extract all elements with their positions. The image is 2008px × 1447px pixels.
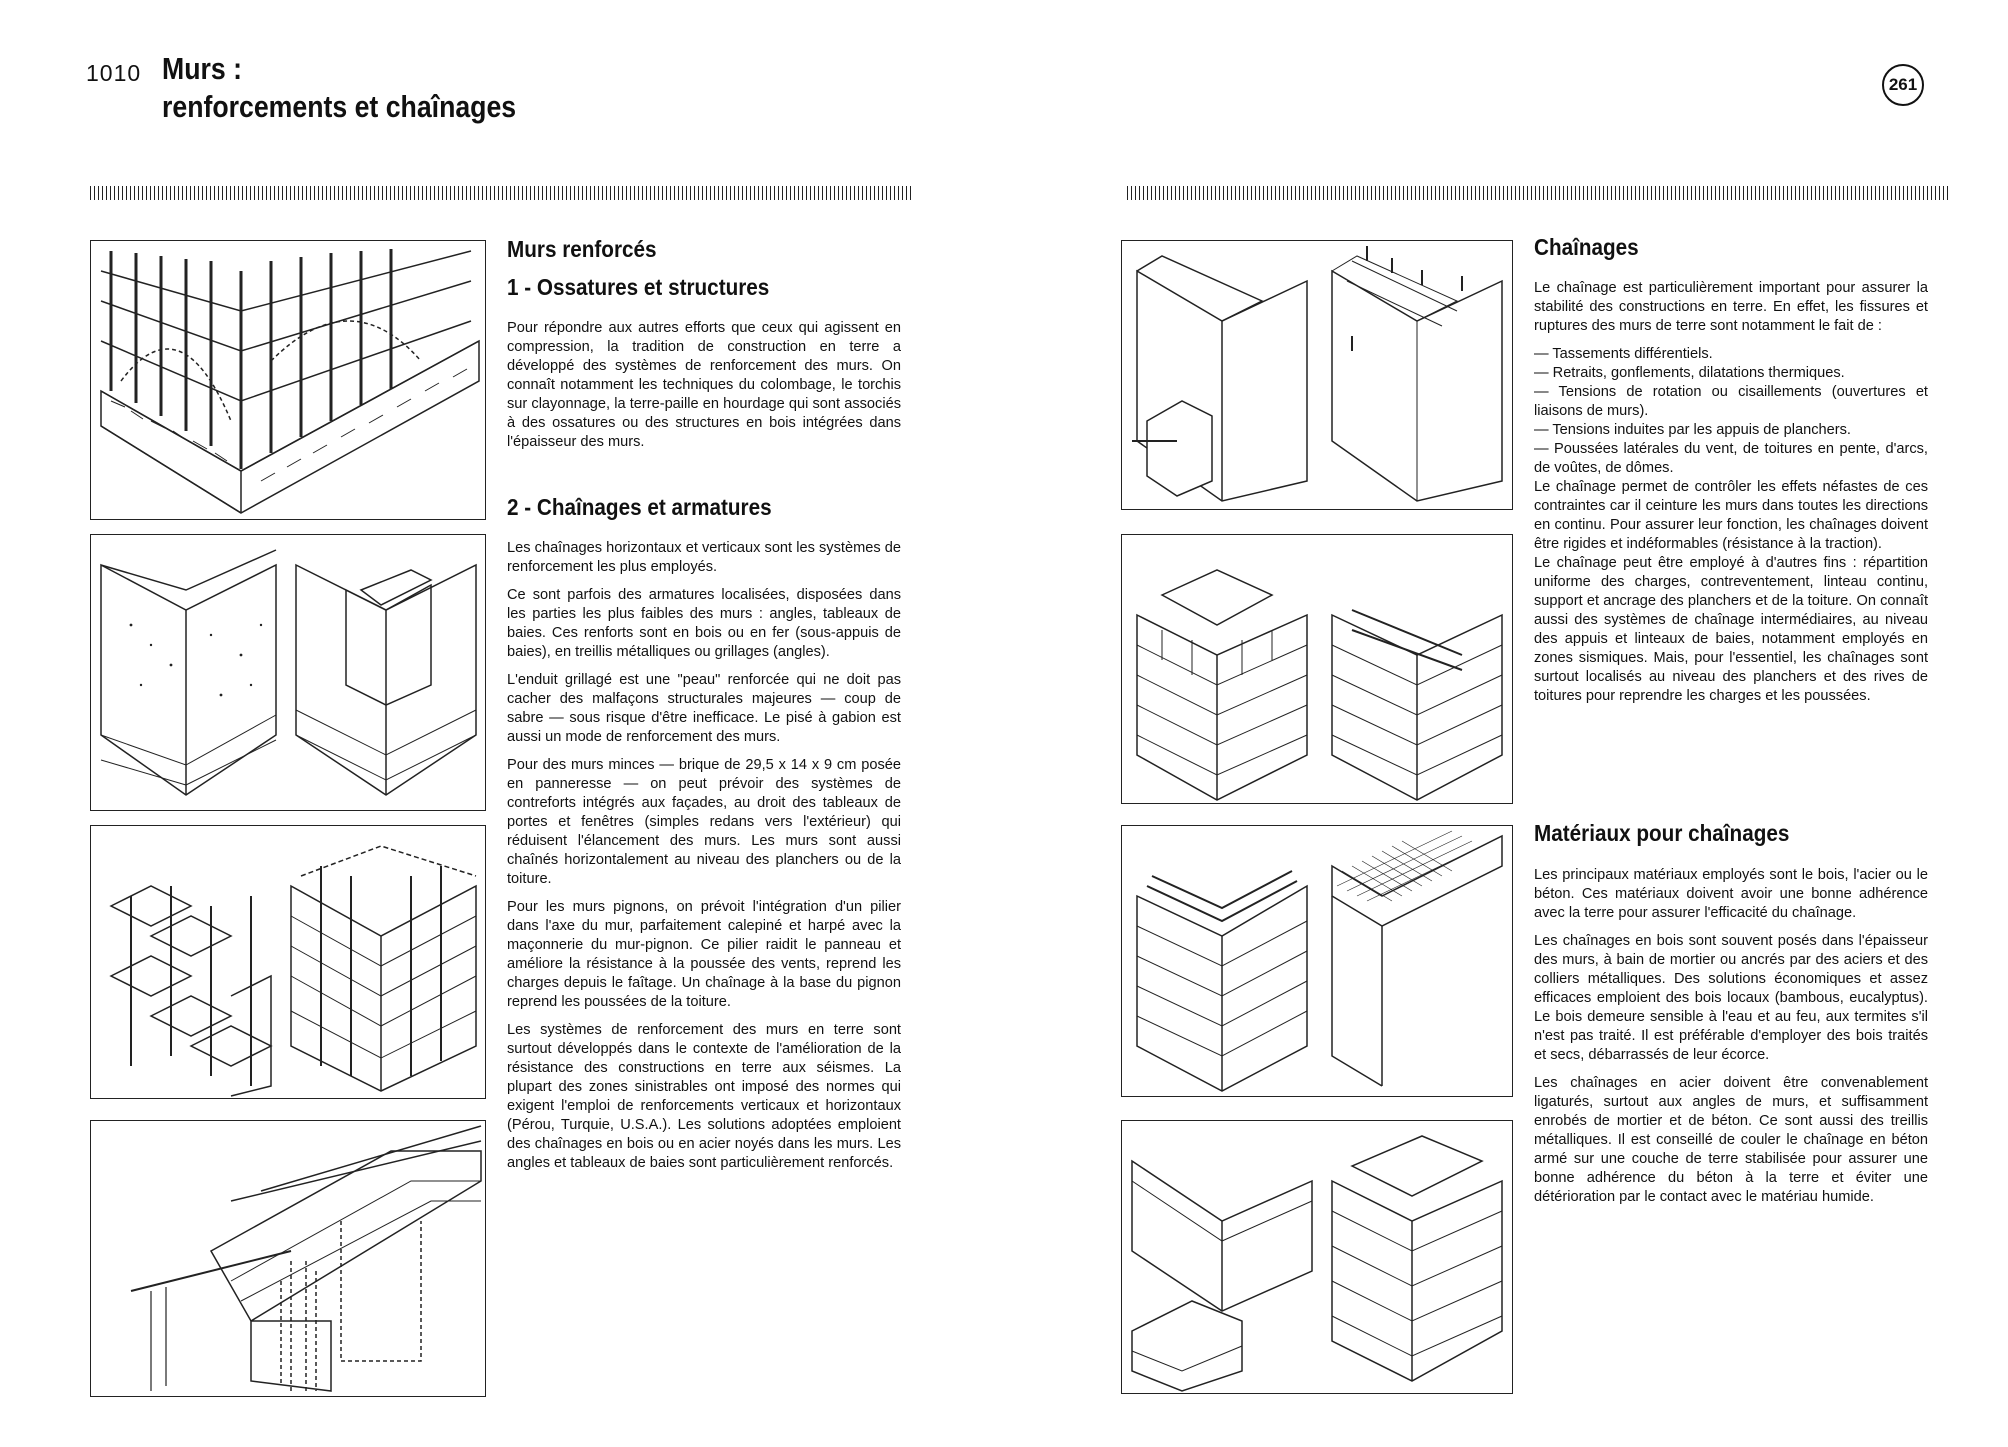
title-line-1: Murs : xyxy=(162,51,242,86)
paragraph: Le chaînage permet de contrôler les effets néfastes de ces contraintes car il ceinture les murs dans toutes les directions en continu. Pour assurer leur fonction, les chaînages doivent être rigides et indéformables (résistance à la traction). xyxy=(1534,479,1928,552)
page-number: 261 xyxy=(1882,64,1924,106)
figure-concrete-chainage-corners xyxy=(1121,1120,1513,1394)
figure-brick-chainage-corners xyxy=(1121,534,1513,804)
paragraph: Les chaînages en acier doivent être convenablement ligaturés, surtout aux angles de murs, et suffisamment enrobés de mortier et de béton. Ce sont aussi des treillis métalliques. Il est conseillé de couler le chaînage en béton armé sur une couche de terre stabilisée pour assurer une bonne adhérence du béton à la terre et éviter une détérioration par le contact avec le matériau humide. xyxy=(1534,1075,1928,1205)
paragraph: Le chaînage est particulièrement important pour assurer la stabilité des constructions en terre. En effet, les fissures et ruptures des murs de terre sont notamment le fait de : xyxy=(1534,280,1928,334)
paragraph: Pour les murs pignons, on prévoit l'intégration d'un pilier dans l'axe du mur, parfaitement calepiné et harpé avec la maçonnerie du mur-pignon. Ce pilier raidit le panneau et améliore la résistance à la poussée des vents, reprend les charges depuis le faîtage. Un chaînage à la base du pignon reprend les poussées de la toiture. xyxy=(507,899,901,1010)
heading-murs-renforces: Murs renforcés xyxy=(507,236,657,262)
list-item: — Tensions induites par les appuis de planchers. xyxy=(1534,422,1851,438)
title-line-2: renforcements et chaînages xyxy=(162,89,517,124)
list-item: — Retraits, gonflements, dilatations thermiques. xyxy=(1534,365,1845,381)
heading-materiaux: Matériaux pour chaînages xyxy=(1534,820,1790,846)
paragraph: Ce sont parfois des armatures localisées, disposées dans les parties les plus faibles des murs : angles, tableaux de baies. Ces renforts sont en bois ou en fer (sous-appuis de baies), en treillis métalliques ou grillages (angles). xyxy=(507,587,901,660)
list-item: — Tassements différentiels. xyxy=(1534,346,1713,362)
paragraph: L'enduit grillagé est une "peau" renforcée qui ne doit pas cacher des malfaçons structurales majeures — coup de sabre — sous risque d'être inefficace. Le pisé à gabion est aussi un mode de renforcement des murs. xyxy=(507,672,901,745)
list-item: — Poussées latérales du vent, de toitures en pente, d'arcs, de voûtes, de dômes. xyxy=(1534,441,1928,476)
paragraph: Pour répondre aux autres efforts que ceux qui agissent en compression, la tradition de construction en terre a développé des systèmes de renforcement des murs. On connaît notamment les techniques du colombage, le torchis sur clayonnage, la terre-paille en hourdage qui sont associés à des ossatures ou des structures en bois intégrées dans l'épaisseur des murs. xyxy=(507,320,901,450)
heading-chainages-armatures: 2 - Chaînages et armatures xyxy=(507,494,772,520)
heading-ossatures: 1 - Ossatures et structures xyxy=(507,274,770,300)
paragraph: Le chaînage peut être employé à d'autres fins : répartition uniforme des charges, contreventement, linteau continu, support et ancrage des planchers et de la toiture. On connaît aussi des systèmes de chaînage intermédiaires, au niveau des appuis et linteaux de baies, notamment employés en zones sismiques. Mais, pour l'essentiel, les chaînages sont surtout localisés au niveau des planchers et des rives de toitures pour reprendre les charges et les poussées. xyxy=(1534,555,1928,704)
list-item: — Tensions de rotation ou cisaillements (ouvertures et liaisons de murs). xyxy=(1534,384,1928,419)
section-number: 1010 xyxy=(86,60,142,86)
paragraph: Pour des murs minces — brique de 29,5 x 14 x 9 cm posée en panneresse — on peut prévoir des systèmes de contreforts intégrés aux façades, au droit des tableaux de portes et fenêtres (simples redans vers l'extérieur) qui réduisent l'élancement des murs. Les murs sont aussi chaînés horizontalement au niveau des planchers ou de la toiture. xyxy=(507,757,901,887)
heading-chainages: Chaînages xyxy=(1534,234,1639,260)
text-chainages-armatures xyxy=(507,539,901,1182)
figure-timber-chainage-corners xyxy=(1121,240,1513,510)
paragraph: Les chaînages en bois sont souvent posés dans l'épaisseur des murs, à bain de mortier ou ancrés par des aciers et des colliers métalliques. Des solutions économiques et assez efficaces emploient des bois locaux (bambous, eucalyptus). Le bois demeure sensible à l'eau et au feu, aux termites s'il n'est pas traité. Il est préférable d'employer des bois traités et secs, débarrassés de leur écorce. xyxy=(1534,933,1928,1063)
figure-brick-rebar-walls xyxy=(90,825,486,1099)
right-hatched-rule xyxy=(1127,186,1950,200)
figure-reinforced-corners xyxy=(90,534,486,811)
page-title xyxy=(162,50,516,126)
figure-timber-frame-corner xyxy=(90,240,486,520)
paragraph: Les chaînages horizontaux et verticaux sont les systèmes de renforcement les plus employés. xyxy=(507,540,901,575)
text-ossatures xyxy=(507,319,901,461)
paragraph: Les systèmes de renforcement des murs en terre sont surtout développés dans le contexte de l'amélioration de la résistance des constructions en terre aux séismes. La plupart des zones sinistrables ont imposé des normes qui exigent l'emploi de renforcements verticaux et horizontaux (Pérou, Turquie, U.S.A.). Les solutions adoptées emploient des chaînages en bois ou en acier noyés dans les murs. Les angles et tableaux de baies sont particulièrement renforcés. xyxy=(507,1022,901,1171)
text-materiaux xyxy=(1534,866,1928,1216)
left-hatched-rule xyxy=(90,186,912,200)
paragraph: Les principaux matériaux employés sont le bois, l'acier ou le béton. Ces matériaux doivent avoir une bonne adhérence avec la terre pour assurer l'efficacité du chaînage. xyxy=(1534,867,1928,921)
figure-seismic-reinforcement-wall xyxy=(90,1120,486,1397)
text-chainages xyxy=(1534,279,1928,706)
figure-rebar-and-mesh-chainage xyxy=(1121,825,1513,1097)
